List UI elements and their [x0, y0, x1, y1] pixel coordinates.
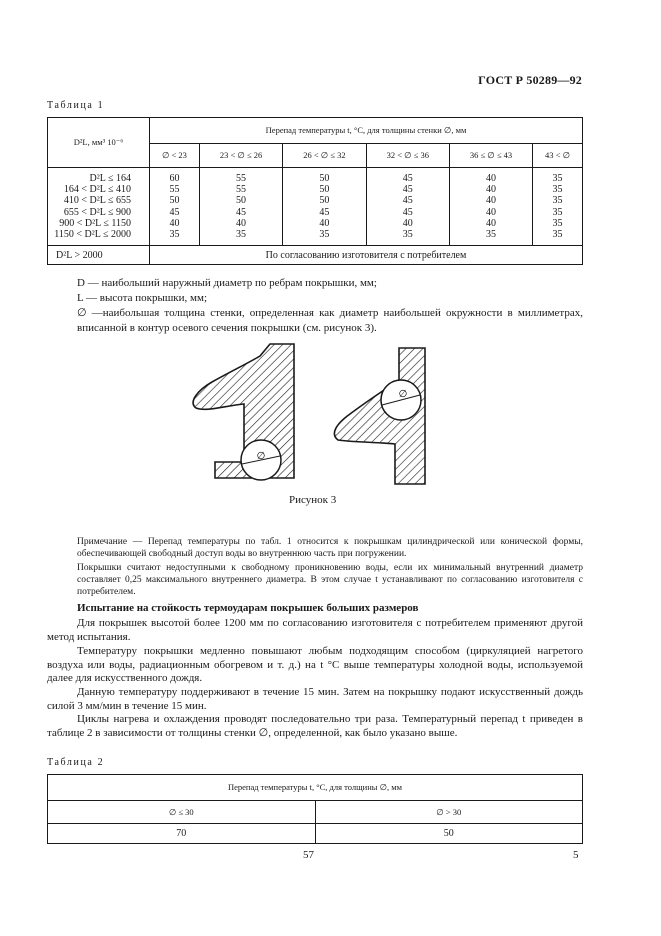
cell: 60: [169, 172, 180, 184]
row-labels: [48, 168, 150, 246]
cell: 35: [319, 228, 330, 240]
cell: 35: [486, 228, 496, 240]
table-1: [47, 117, 583, 265]
col-header: ∅ < 23: [150, 144, 200, 168]
standard-header: ГОСТ Р 50289—92: [478, 73, 582, 87]
figure-caption: Рисунок 3: [289, 494, 337, 506]
page-number-center: 57: [303, 849, 314, 861]
table-data-block: [48, 168, 583, 246]
cell: 55: [169, 184, 180, 196]
cell: 40: [319, 217, 330, 229]
row-header: D²L, мм³ 10⁻⁶: [48, 118, 150, 168]
cell: 50: [169, 195, 180, 207]
cell: 45: [169, 206, 180, 218]
row-label: 410 < D²L ≤ 655: [63, 195, 131, 207]
table-last-row: [48, 246, 583, 265]
cell: 40: [486, 172, 496, 184]
cell: 35: [236, 228, 247, 240]
cell: 45: [402, 184, 413, 196]
group-header: Перепад температуры t, °С, для толщины стенки ∅, мм: [150, 118, 583, 144]
cell: 45: [402, 195, 413, 207]
cell: 50: [319, 172, 330, 184]
table-2: [47, 774, 583, 844]
note-2: Покрышки считают недоступными к свободному проникновению воды, если их минимальный внутренний диаметр составляет 0,25 максимального внутреннего диаметра. В этом случае t устанавливают по согласованию изготовителя с потребителем.: [77, 563, 583, 597]
last-row-text: По согласованию изготовителя с потребителем: [150, 246, 583, 265]
value-column: [449, 168, 532, 246]
col-header: 43 < ∅: [533, 144, 583, 168]
value-column: [150, 168, 200, 246]
left-section-drawing: [193, 344, 294, 480]
col-header: 23 < ∅ ≤ 26: [199, 144, 282, 168]
cell: 40: [486, 184, 496, 196]
section-title: Испытание на стойкость термоударам покрышек больших размеров: [77, 602, 419, 614]
row-label: 900 < D²L ≤ 1150: [59, 217, 131, 229]
cell: 35: [552, 206, 563, 218]
paragraph-4: Циклы нагрева и охлаждения проводят последовательно три раза. Температурный перепад t приведен в таблице 2 в зависимости от толщины стенки ∅, определенной, как было указано выше.: [47, 713, 583, 739]
definition-l: L — высота покрышки, мм;: [77, 292, 208, 304]
definition-wall: ∅ —наибольшая толщина стенки, определенная как диаметр наибольшей окружности в миллиметрах, вписанной в контур осевого сечения покрышки (см. рисунок 3).: [77, 307, 583, 334]
cell: 35: [169, 228, 180, 240]
table1-caption: Таблица 1: [47, 100, 105, 111]
cell: 35: [402, 228, 413, 240]
cell: 45: [319, 206, 330, 218]
cell: 35: [552, 217, 563, 229]
cell: 50: [319, 184, 330, 196]
cell: 35: [552, 172, 563, 184]
row-label: 1150 < D²L ≤ 2000: [54, 228, 131, 240]
table2-caption: Таблица 2: [47, 757, 105, 768]
cell: 40: [486, 195, 496, 207]
diameter-symbol: ∅: [398, 389, 408, 400]
cell: 35: [552, 184, 563, 196]
cell: 55: [236, 172, 247, 184]
table2-col1-value: 70: [48, 824, 316, 844]
cell: 40: [402, 217, 413, 229]
cell: 40: [486, 206, 496, 218]
row-label: 655 < D²L ≤ 900: [63, 206, 131, 218]
diameter-symbol: ∅: [256, 451, 266, 462]
table2-col2-label: ∅ > 30: [315, 801, 583, 824]
cell: 40: [486, 217, 496, 229]
cell: 35: [552, 195, 563, 207]
definition-d: D — наибольший наружный диаметр по ребрам покрышки, мм;: [77, 277, 377, 289]
last-row-label: D²L > 2000: [48, 246, 150, 265]
paragraph-1: Для покрышек высотой более 1200 мм по согласованию изготовителя с потребителем применяют другой метод испытания.: [47, 617, 583, 643]
right-section-drawing: [334, 348, 425, 484]
value-column: [199, 168, 282, 246]
table2-col2-value: 50: [315, 824, 583, 844]
cell: 45: [402, 206, 413, 218]
col-header: 26 < ∅ ≤ 32: [283, 144, 366, 168]
cell: 45: [402, 172, 413, 184]
cell: 40: [236, 217, 247, 229]
paragraph-3: Данную температуру поддерживают в течение 15 мин. Затем на покрышку подают искусственный дождь силой 3 мм/мин в течение 15 мин.: [47, 686, 583, 712]
paragraph-2: Температуру покрышки медленно повышают любым подходящим способом (циркуляцией нагретого воздуха или воды, радиационным обогревом и т. д.) на t °С выше температуры холодной воды, используемой далее для искусственного дождя.: [47, 645, 583, 684]
figure-3: [170, 338, 460, 498]
col-header: 36 ≤ ∅ ≤ 43: [449, 144, 532, 168]
cell: 45: [236, 206, 247, 218]
value-column: [283, 168, 366, 246]
table2-col1-label: ∅ ≤ 30: [48, 801, 316, 824]
note-1: Примечание — Перепад температуры по табл. 1 относится к покрышкам цилиндрической или конической формы, обеспечивающей свободный доступ воды во внутреннюю часть при погружении.: [77, 537, 583, 559]
value-column: [533, 168, 583, 246]
page-number-right: 5: [573, 849, 579, 861]
cell: 40: [169, 217, 180, 229]
col-header: 32 < ∅ ≤ 36: [366, 144, 449, 168]
cell: 50: [319, 195, 330, 207]
cell: 55: [236, 184, 247, 196]
row-label: D²L ≤ 164: [89, 172, 131, 184]
cell: 35: [552, 228, 563, 240]
cell: 50: [236, 195, 247, 207]
table2-header: Перепад температуры t, °С, для толщины ∅, мм: [48, 775, 583, 801]
row-label: 164 < D²L ≤ 410: [63, 184, 131, 196]
value-column: [366, 168, 449, 246]
